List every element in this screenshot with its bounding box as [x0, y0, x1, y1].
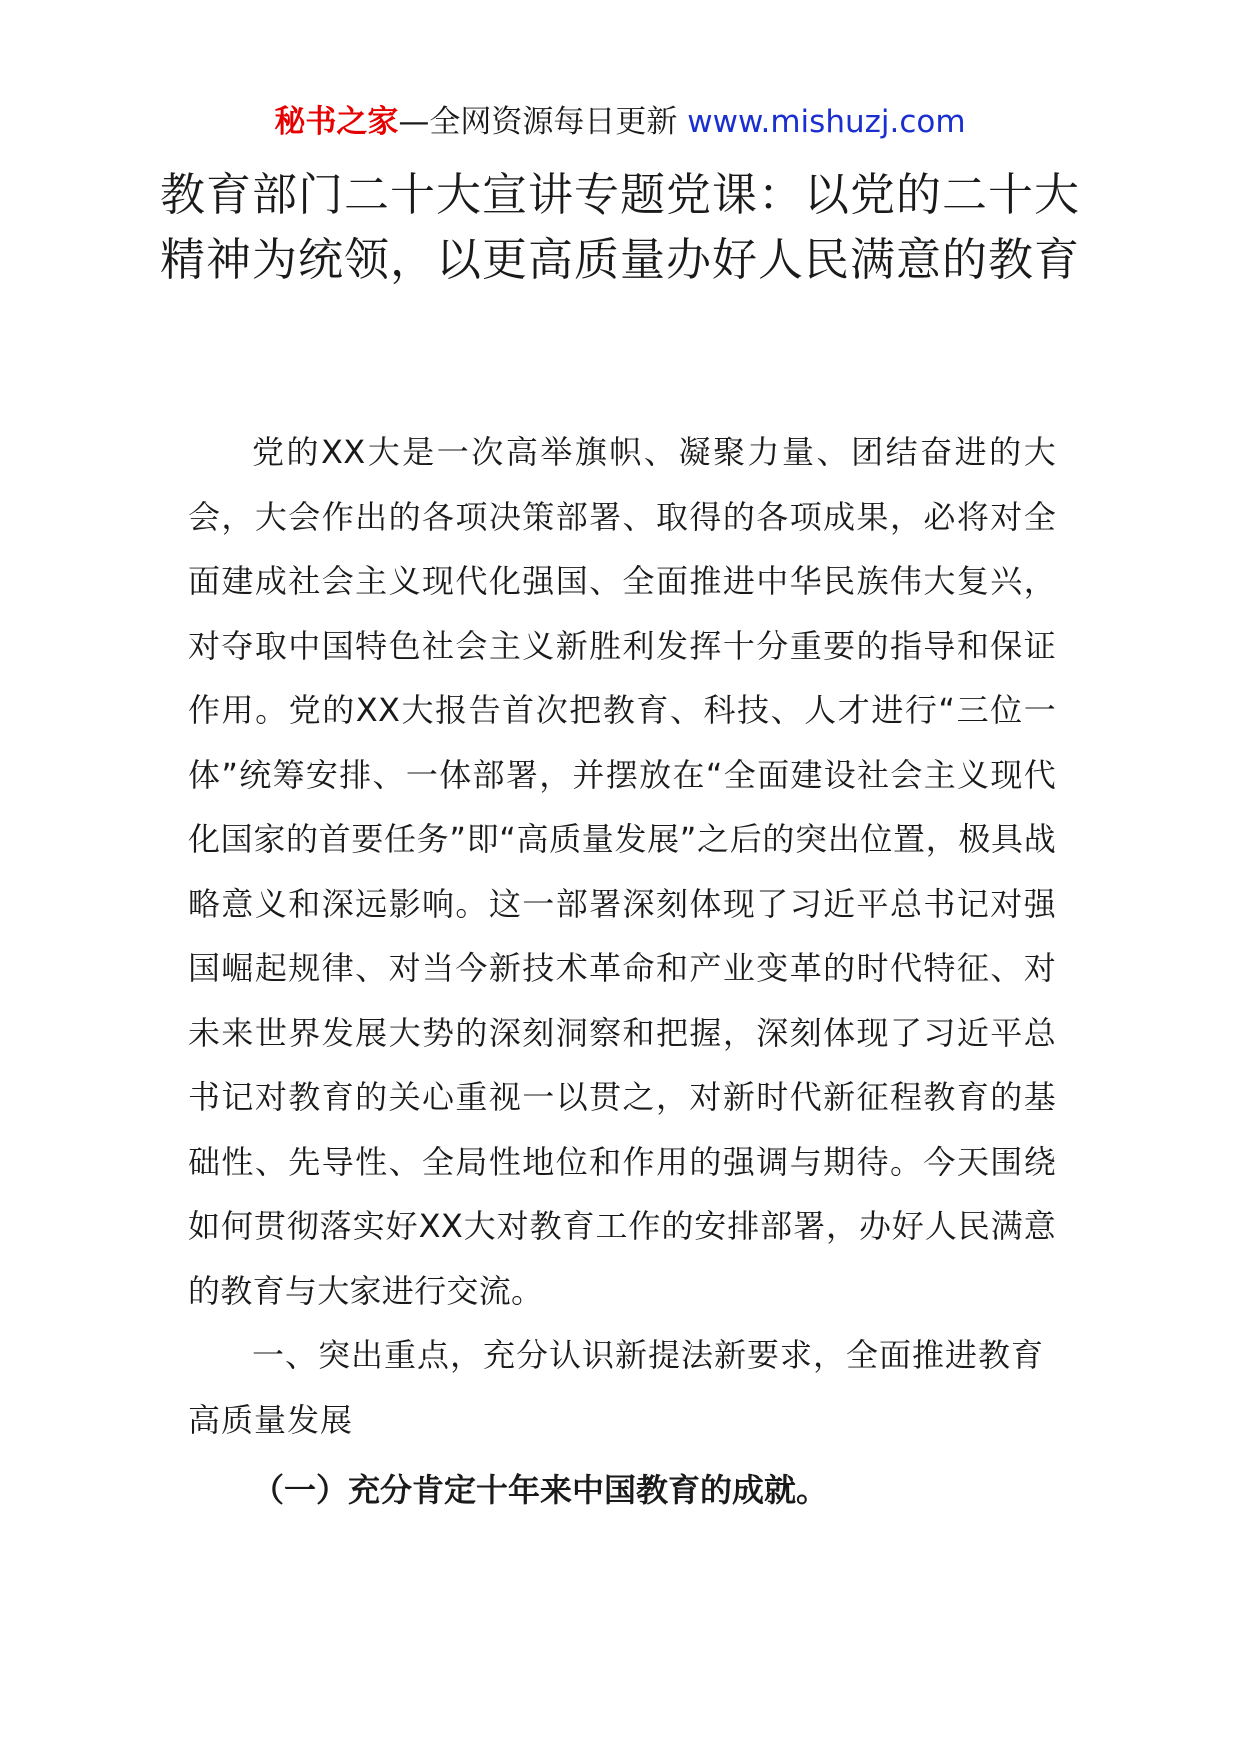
subsection-heading-1: （一）充分肯定十年来中国教育的成就。: [252, 1471, 829, 1509]
site-url-link[interactable]: www.mishuzj.com: [687, 104, 966, 140]
document-title: 教育部门二十大宣讲专题党课：以党的二十大精神为统领，以更高质量办好人民满意的教育: [160, 168, 1081, 286]
brand-name: 秘书之家: [274, 104, 399, 140]
site-header: [0, 100, 1240, 144]
section-heading-1: 一、突出重点，充分认识新提法新要求，全面推进教育高质量发展: [188, 1336, 1045, 1439]
document-body: [188, 420, 1056, 1522]
header-tagline: —全网资源每日更新: [398, 104, 678, 140]
intro-paragraph: 党的XX大是一次高举旗帜、凝聚力量、团结奋进的大会，大会作出的各项决策部署、取得的各项成果，必将对全面建成社会主义现代化强国、全面推进中华民族伟大复兴，对夺取中国特色社会主义新胜利发挥十分重要的指导和保证作用。党的XX大报告首次把教育、科技、人才进行“三位一体”统筹安排、一体部署，并摆放在“全面建设社会主义现代化国家的首要任务”即“高质量发展”之后的突出位置，极具战略意义和深远影响。这一部署深刻体现了习近平总书记对强国崛起规律、对当今新技术革命和产业变革的时代特征、对未来世界发展大势的深刻洞察和把握，深刻体现了习近平总书记对教育的关心重视一以贯之，对新时代新征程教育的基础性、先导性、全局性地位和作用的强调与期待。今天围绕如何贯彻落实好XX大对教育工作的安排部署，办好人民满意的教育与大家进行交流。: [188, 433, 1056, 1310]
